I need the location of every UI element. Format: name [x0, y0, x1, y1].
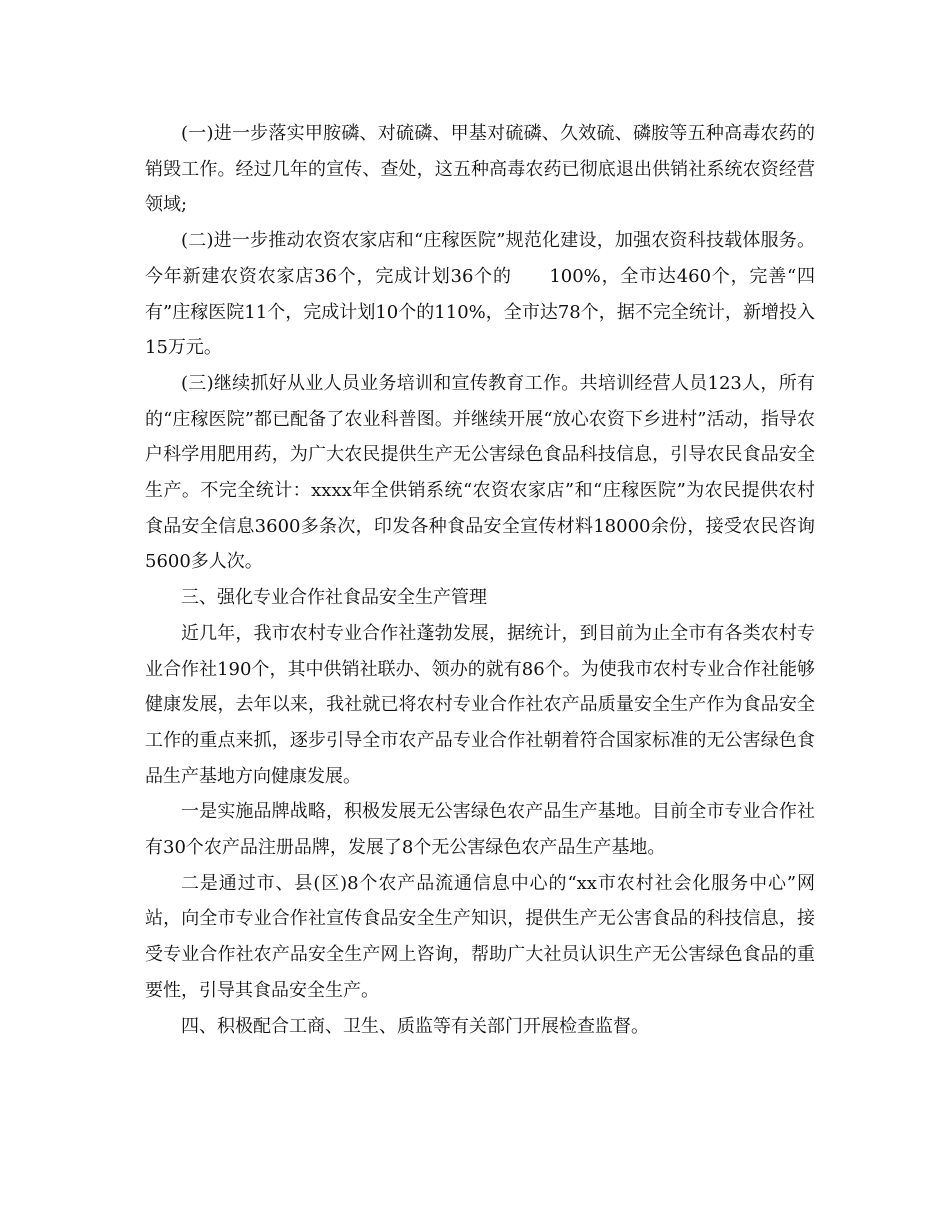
paragraph-staff-training: (三)继续抓好从业人员业务培训和宣传教育工作。共培训经营人员123人，所有的“庄稼医院”都已配备了农业科普图。并继续开展“放心农资下乡进村”活动，指导农户科学用肥用药，为广大农民提供生产无公害绿色食品科技信息，引导农民食品安全生产。不完全统计：xxxx年全供销系统“农资农家店”和“庄稼医院”为农民提供农村食品安全信息3600多条次，印发各种食品安全宣传材料18000余份，接受农民咨询5600多人次。	[145, 372, 815, 573]
paragraph-information-website: 二是通过市、县(区)8个农产品流通信息中心的“xx市农村社会化服务中心”网站，向全市专业合作社宣传食品安全生产知识，提供生产无公害食品的科技信息，接受专业合作社农产品安全生产网上咨询，帮助广大社员认识生产无公害绿色食品的重要性，引导其食品安全生产。	[145, 872, 815, 1001]
paragraph-pesticide-destruction: (一)进一步落实甲胺磷、对硫磷、甲基对硫磷、久效硫、磷胺等五种高毒农药的销毁工作。经过几年的宣传、查处，这五种高毒农药已彻底退出供销社系统农资经营领域;	[145, 123, 815, 216]
section-heading-cooperative-management: 三、强化专业合作社食品安全生产管理	[181, 587, 487, 609]
paragraph-farm-store-construction: (二)进一步推动农资农家店和“庄稼医院”规范化建设，加强农资科技载体服务。今年新建农资农家店36个，完成计划36个的 100%，全市达460个，完善“四有”庄稼医院11个，完成计划10个的110%，全市达78个，据不完全统计，新增投入15万元。	[145, 230, 815, 359]
paragraph-cooperative-development: 近几年，我市农村专业合作社蓬勃发展，据统计，到目前为止全市有各类农村专业合作社190个，其中供销社联办、领办的就有86个。为使我市农村专业合作社能够健康发展，去年以来，我社就已将农村专业合作社农产品质量安全生产作为食品安全工作的重点来抓，逐步引导全市农产品专业合作社朝着符合国家标准的无公害绿色食品生产基地方向健康发展。	[145, 622, 815, 787]
document-body	[145, 116, 815, 1044]
section-heading-inspection-supervision: 四、积极配合工商、卫生、质监等有关部门开展检查监督。	[181, 1015, 649, 1037]
paragraph-brand-strategy: 一是实施品牌战略，积极发展无公害绿色农产品生产基地。目前全市专业合作社有30个农产品注册品牌，发展了8个无公害绿色农产品生产基地。	[145, 801, 815, 859]
